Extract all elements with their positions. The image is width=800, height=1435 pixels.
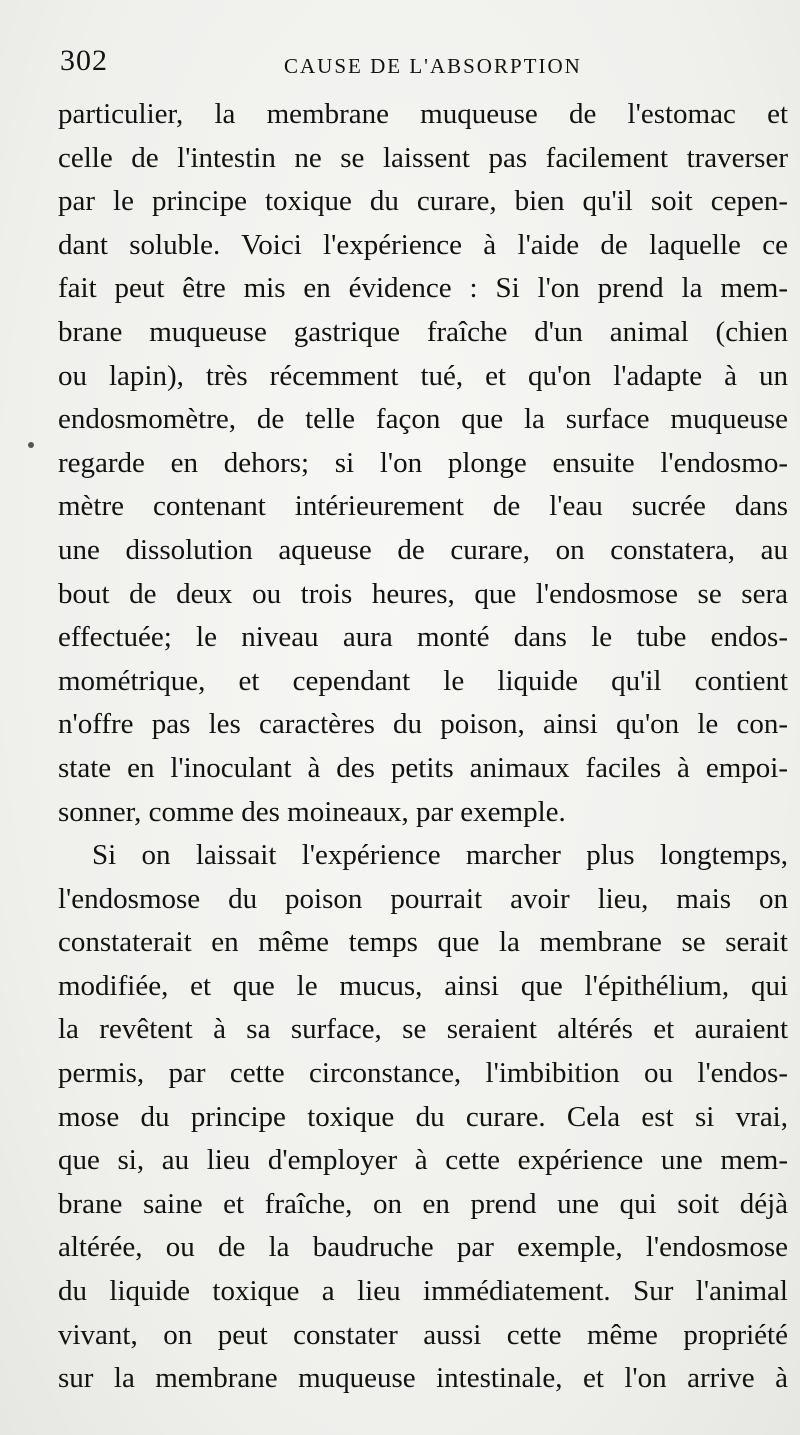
text-line: effectuée; le niveau aura monté dans le tube endos- <box>58 621 788 654</box>
page-header <box>60 44 760 84</box>
text-line: celle de l'intestin ne se laissent pas facilement traverser <box>58 141 788 174</box>
text-line: ou lapin), très récemment tué, et qu'on l'adapte à un <box>58 359 788 392</box>
text-line: state en l'inoculant à des petits animaux faciles à empoi- <box>58 751 788 784</box>
text-line: mométrique, et cependant le liquide qu'il contient <box>58 664 788 697</box>
text-line: vivant, on peut constater aussi cette même propriété <box>58 1318 788 1351</box>
text-line: fait peut être mis en évidence : Si l'on prend la mem- <box>58 272 788 305</box>
text-line: mètre contenant intérieurement de l'eau sucrée dans <box>58 490 788 523</box>
text-line: endosmomètre, de telle façon que la surface muqueuse <box>58 403 788 436</box>
running-head: CAUSE DE L'ABSORPTION <box>284 54 582 78</box>
text-line: brane muqueuse gastrique fraîche d'un animal (chien <box>58 315 788 348</box>
text-line: altérée, ou de la baudruche par exemple, l'endosmose <box>58 1231 788 1264</box>
text-line: sonner, comme des moineaux, par exemple. <box>58 795 566 828</box>
text-line: par le principe toxique du curare, bien qu'il soit cepen- <box>58 185 788 218</box>
margin-dot <box>28 442 34 448</box>
body-text <box>58 93 788 1401</box>
text-line: particulier, la membrane muqueuse de l'estomac et <box>58 98 788 130</box>
text-line: dant soluble. Voici l'expérience à l'aide de laquelle ce <box>58 228 788 261</box>
text-line: modifiée, et que le mucus, ainsi que l'épithélium, qui <box>58 969 788 1002</box>
text-line: une dissolution aqueuse de curare, on constatera, au <box>58 533 788 566</box>
text-line: bout de deux ou trois heures, que l'endosmose se sera <box>58 577 788 610</box>
text-line: permis, par cette circonstance, l'imbibition ou l'endos- <box>58 1057 788 1090</box>
page-number: 302 <box>60 44 108 77</box>
text-line: brane saine et fraîche, on en prend une qui soit déjà <box>58 1187 788 1220</box>
text-line: sur la membrane muqueuse intestinale, et l'on arrive à <box>58 1362 788 1395</box>
text-line: du liquide toxique a lieu immédiatement. Sur l'animal <box>58 1275 788 1308</box>
text-line: la revêtent à sa surface, se seraient altérés et auraient <box>58 1013 788 1046</box>
text-line: n'offre pas les caractères du poison, ainsi qu'on le con- <box>58 708 788 741</box>
text-line: mose du principe toxique du curare. Cela est si vrai, <box>58 1100 788 1133</box>
text-line: Si on laissait l'expérience marcher plus longtemps, <box>92 839 788 872</box>
text-line: que si, au lieu d'employer à cette expérience une mem- <box>58 1144 788 1177</box>
text-line: l'endosmose du poison pourrait avoir lieu, mais on <box>58 882 788 915</box>
text-line: constaterait en même temps que la membrane se serait <box>58 926 788 959</box>
text-line: regarde en dehors; si l'on plonge ensuite l'endosmo- <box>58 446 788 479</box>
